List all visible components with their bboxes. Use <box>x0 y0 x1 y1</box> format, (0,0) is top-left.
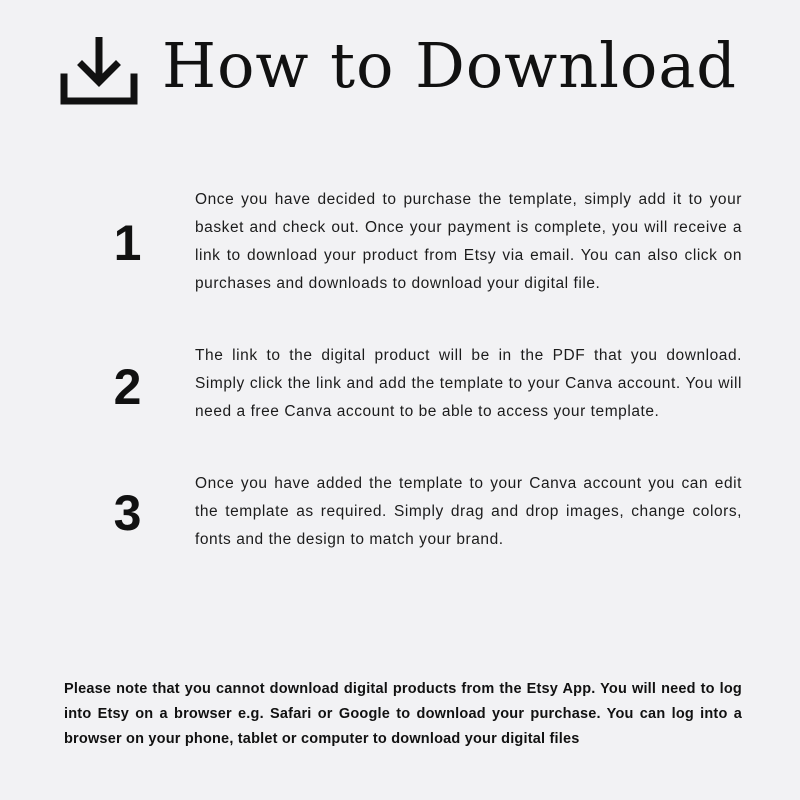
page-title: How to Download <box>162 29 737 102</box>
page-header <box>0 0 800 110</box>
step-item <box>60 182 742 298</box>
footer-note: Please note that you cannot download digital products from the Etsy App. You will need to log into Etsy on a browser e.g. Safari or Google to download your purchase. You can log into a browser on your phone, tablet or computer to download your digital files <box>64 681 742 747</box>
download-icon <box>60 35 138 105</box>
step-number: 1 <box>113 215 142 271</box>
step-text: Once you have decided to purchase the template, simply add it to your basket and check out. Once your payment is complete, you will receive a link to download your product from Etsy via email. You can also click on purchases and downloads to download your digital file. <box>195 191 742 292</box>
step-item <box>60 338 742 426</box>
step-text: The link to the digital product will be in the PDF that you download. Simply click the link and add the template to your Canva account. You will need a free Canva account to be able to access your template. <box>195 347 742 420</box>
step-item <box>60 466 742 554</box>
step-number: 3 <box>113 485 142 541</box>
steps-list <box>0 182 800 554</box>
step-number: 2 <box>113 359 142 415</box>
step-text: Once you have added the template to your Canva account you can edit the template as required. Simply drag and drop images, change colors, fonts and the design to match your brand. <box>195 475 742 548</box>
